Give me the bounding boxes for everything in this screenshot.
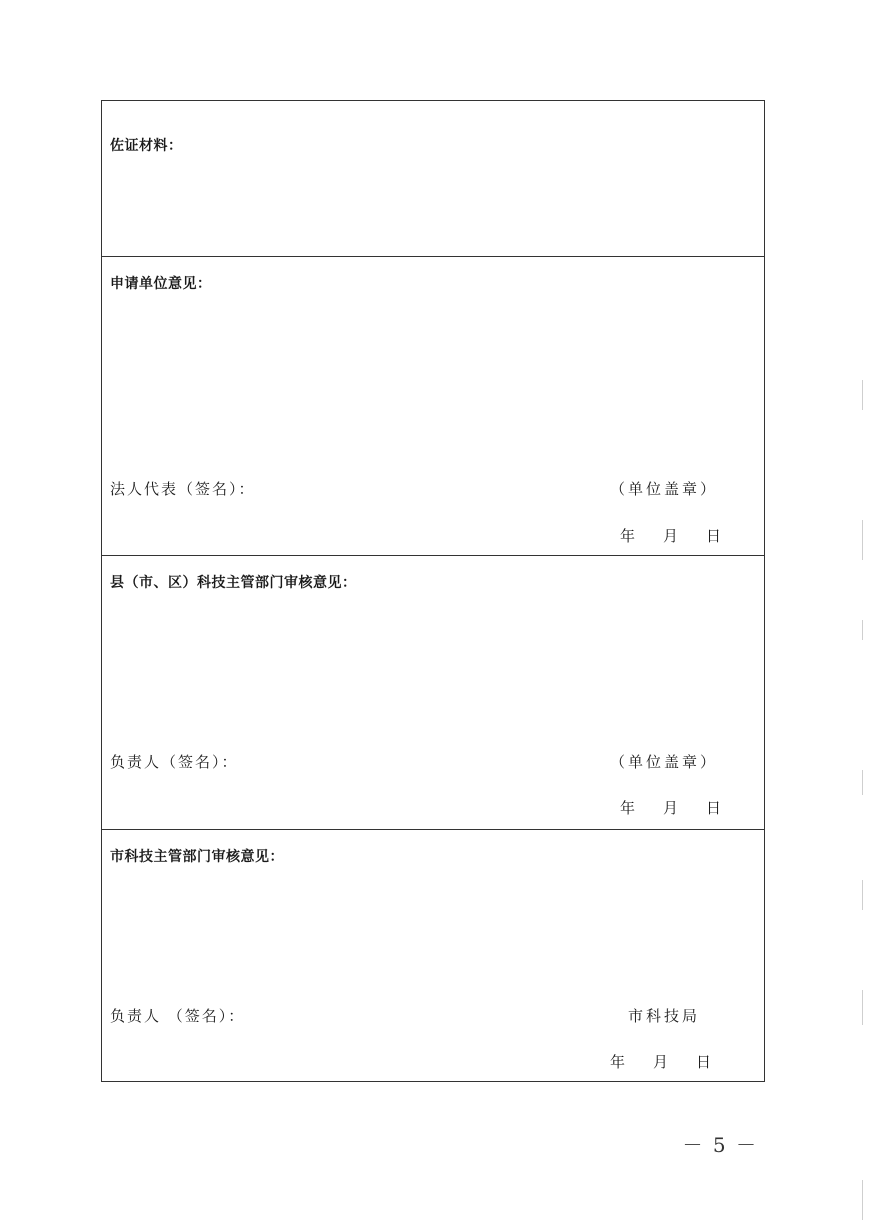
city-responsible-signature-label: 负责人 （签名）：	[110, 1007, 246, 1025]
evidence-heading: 佐证材料：	[110, 138, 183, 154]
city-review-section	[102, 830, 764, 1083]
county-date	[620, 797, 721, 818]
date-month: 月	[663, 527, 679, 545]
city-review-heading: 市科技主管部门审核意见：	[110, 849, 284, 865]
scan-margin-mark	[862, 770, 863, 795]
date-year: 年	[620, 527, 636, 545]
applicant-date	[620, 525, 721, 546]
county-responsible-signature-label: 负责人（签名）：	[110, 753, 239, 771]
scan-margin-mark	[862, 520, 863, 560]
date-day: 日	[706, 799, 722, 817]
scan-margin-mark	[862, 620, 863, 640]
date-month: 月	[663, 799, 679, 817]
date-day: 日	[706, 527, 722, 545]
city-date	[610, 1051, 711, 1072]
date-month: 月	[653, 1053, 669, 1071]
page-number: － 5 －	[682, 1133, 758, 1157]
county-review-heading: 县（市、区）科技主管部门审核意见：	[110, 575, 357, 591]
scan-margin-mark	[862, 380, 863, 410]
legal-rep-signature-label: 法人代表（签名）：	[110, 480, 256, 498]
scan-margin-mark	[862, 990, 863, 1025]
scan-margin-mark	[862, 1180, 863, 1220]
date-year: 年	[620, 799, 636, 817]
evidence-section	[102, 101, 764, 257]
applicant-seal-label: （单位盖章）	[610, 480, 719, 498]
date-day: 日	[696, 1053, 712, 1071]
date-year: 年	[610, 1053, 626, 1071]
applicant-opinion-section	[102, 257, 764, 556]
applicant-opinion-heading: 申请单位意见：	[110, 276, 212, 292]
county-review-section	[102, 556, 764, 830]
city-bureau-label: 市科技局	[628, 1007, 701, 1025]
scan-margin-mark	[862, 880, 863, 910]
approval-form-table	[101, 100, 765, 1082]
county-seal-label: （单位盖章）	[610, 753, 719, 771]
